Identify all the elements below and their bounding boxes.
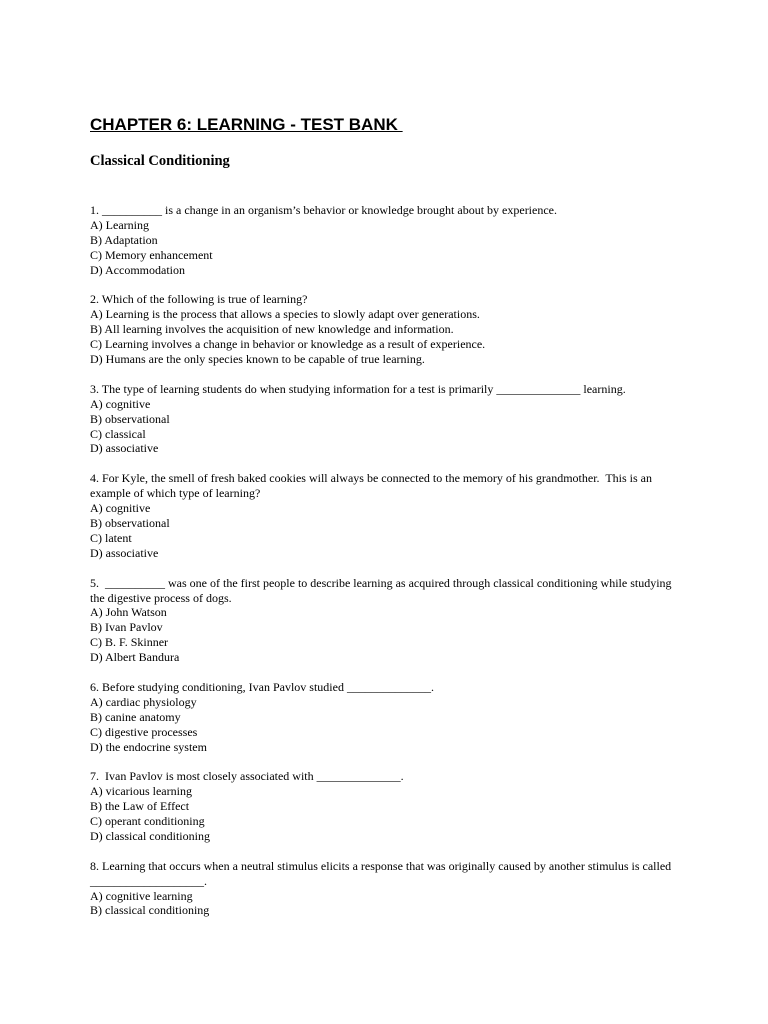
- question-stem: 2. Which of the following is true of learning?: [90, 292, 308, 307]
- answer-option: A) Learning: [90, 217, 149, 232]
- answer-option: C) classical: [90, 426, 146, 441]
- answer-option: D) Accommodation: [90, 262, 185, 277]
- answer-option: D) associative: [90, 441, 159, 456]
- answer-option: A) cognitive: [90, 501, 151, 516]
- question-stem: 3. The type of learning students do when studying information for a test is primarily ______________ learning.: [90, 381, 626, 396]
- answer-option: C) latent: [90, 530, 132, 545]
- question-6: [90, 680, 680, 755]
- answer-option: B) observational: [90, 515, 170, 530]
- question-stem: 6. Before studying conditioning, Ivan Pavlov studied ______________.: [90, 679, 434, 694]
- answer-option: B) Ivan Pavlov: [90, 620, 163, 635]
- answer-option: C) B. F. Skinner: [90, 635, 169, 650]
- answer-option: D) the endocrine system: [90, 739, 207, 754]
- answer-option: C) Learning involves a change in behavior or knowledge as a result of experience.: [90, 337, 486, 352]
- question-stem: 4. For Kyle, the smell of fresh baked cookies will always be connected to the memory of his grandmother. This is an example of which type of learning?: [90, 471, 655, 501]
- answer-option: B) canine anatomy: [90, 709, 181, 724]
- chapter-title: CHAPTER 6: LEARNING - TEST BANK: [90, 115, 403, 134]
- answer-option: D) classical conditioning: [90, 828, 210, 843]
- answer-option: A) cognitive learning: [90, 888, 193, 903]
- question-stem: 7. Ivan Pavlov is most closely associated with ______________.: [90, 769, 404, 784]
- question-7: [90, 769, 680, 844]
- question-5: [90, 576, 680, 665]
- answer-option: C) Memory enhancement: [90, 247, 213, 262]
- answer-option: A) John Watson: [90, 605, 167, 620]
- question-8: [90, 859, 680, 919]
- answer-option: C) digestive processes: [90, 724, 198, 739]
- answer-option: A) Learning is the process that allows a species to slowly adapt over generations.: [90, 307, 480, 322]
- answer-option: C) operant conditioning: [90, 814, 205, 829]
- answer-option: B) classical conditioning: [90, 903, 210, 918]
- question-4: [90, 471, 680, 560]
- answer-option: B) Adaptation: [90, 232, 158, 247]
- question-2: [90, 292, 680, 367]
- answer-option: B) the Law of Effect: [90, 799, 190, 814]
- question-stem: 8. Learning that occurs when a neutral stimulus elicits a response that was originally caused by another stimulus is called ___________________.: [90, 858, 675, 888]
- question-3: [90, 382, 680, 457]
- answer-option: A) cognitive: [90, 396, 151, 411]
- answer-option: D) associative: [90, 545, 159, 560]
- answer-option: B) observational: [90, 411, 170, 426]
- question-stem: 5. __________ was one of the first people to describe learning as acquired through classical conditioning while studying the digestive process of dogs.: [90, 575, 675, 605]
- answer-option: D) Humans are the only species known to be capable of true learning.: [90, 352, 425, 367]
- question-1: [90, 203, 680, 278]
- section-heading: Classical Conditioning: [90, 153, 230, 169]
- answer-option: D) Albert Bandura: [90, 650, 180, 665]
- question-stem: 1. __________ is a change in an organism’s behavior or knowledge brought about by experience.: [90, 203, 557, 217]
- answer-option: B) All learning involves the acquisition of new knowledge and information.: [90, 322, 454, 337]
- answer-option: A) vicarious learning: [90, 784, 192, 799]
- answer-option: A) cardiac physiology: [90, 694, 197, 709]
- question-list: [90, 203, 680, 933]
